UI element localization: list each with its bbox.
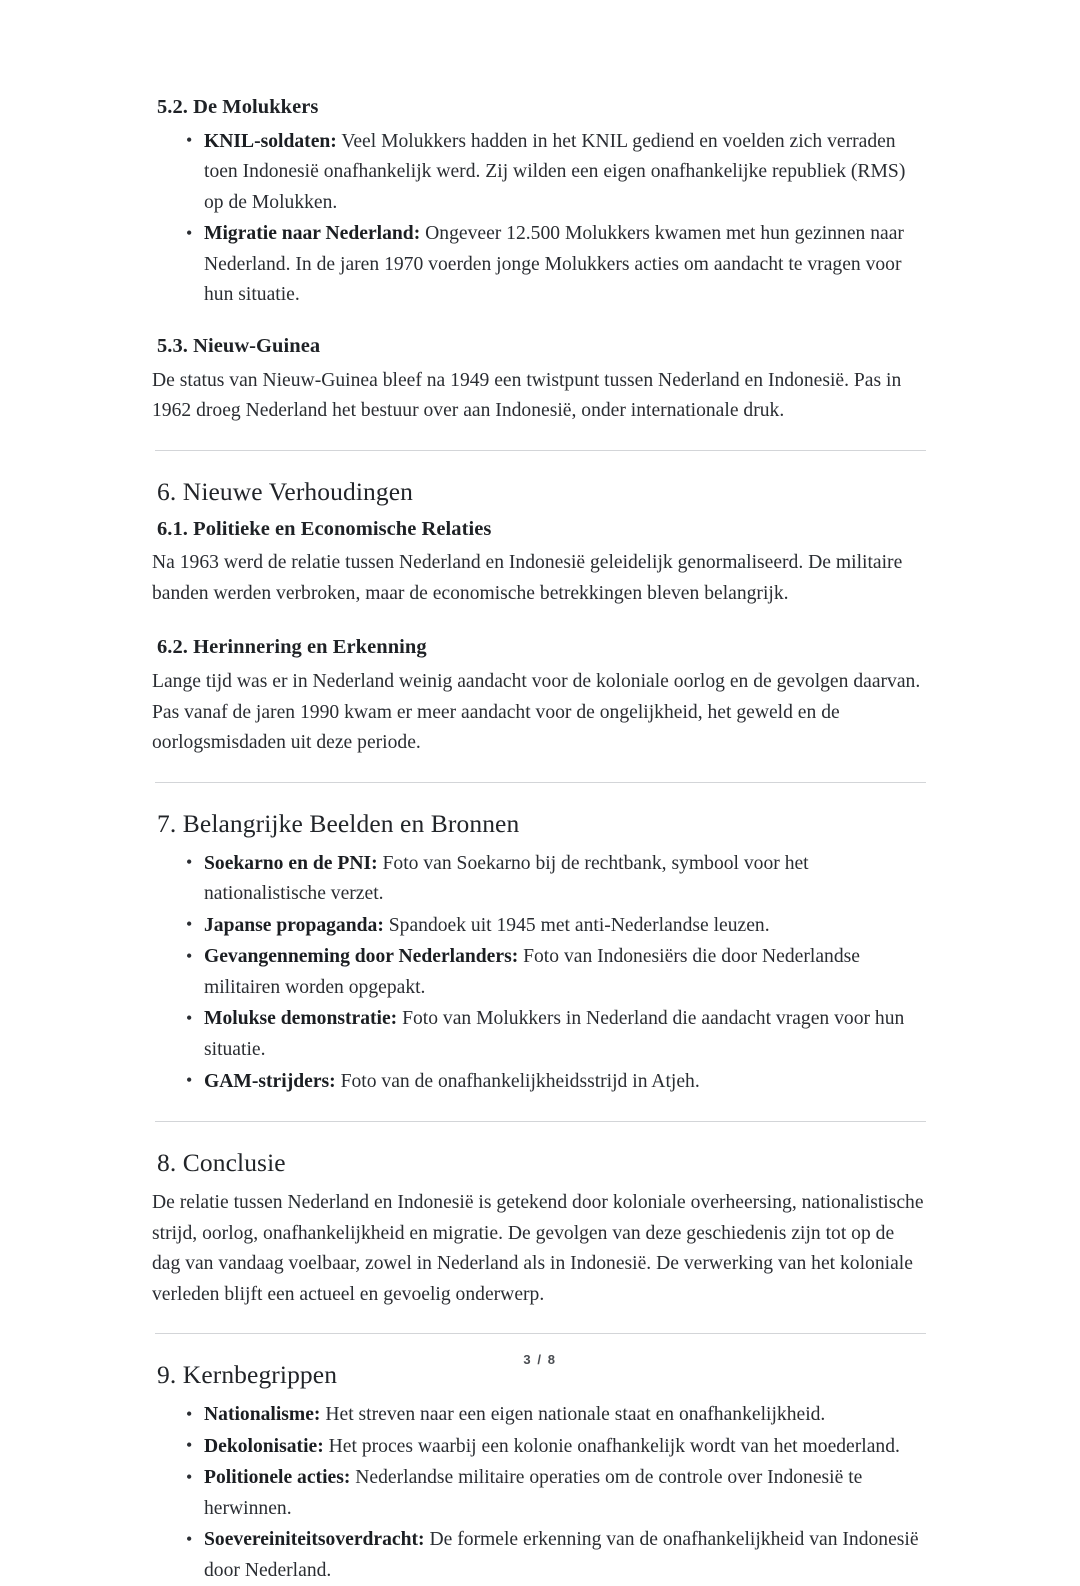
list-item-text: Het proces waarbij een kolonie onafhankelijk wordt van het moederland. [323, 1435, 900, 1457]
spacer [152, 451, 927, 476]
page-number: 3 / 8 [523, 1352, 557, 1367]
list-item [204, 1067, 927, 1098]
list-item [204, 1463, 927, 1524]
list-item-term: Soevereiniteitsoverdracht: [204, 1529, 425, 1551]
list-item-text: Foto van de onafhankelijkheidsstrijd in Atjeh. [335, 1070, 700, 1092]
list-item-term: Nationalisme: [204, 1404, 321, 1426]
list-item-text: Het streven naar een eigen nationale staat en onafhankelijkheid. [320, 1404, 826, 1426]
list-item-term: Molukse demonstratie: [204, 1008, 398, 1030]
bullet-list-9 [152, 1400, 927, 1586]
list-item-term: Japanse propaganda: [204, 914, 384, 936]
heading-5-3: 5.3. Nieuw-Guinea [157, 335, 321, 357]
list-item-term: GAM-strijders: [204, 1070, 336, 1092]
heading-8: 8. Conclusie [157, 1148, 286, 1178]
list-item-term: Dekolonisatie: [204, 1435, 324, 1457]
list-item [204, 219, 927, 311]
bullet-list-5-2 [152, 127, 927, 311]
heading-9: 9. Kernbegrippen [157, 1360, 338, 1390]
page-footer [0, 1352, 1080, 1367]
spacer [152, 1122, 927, 1147]
spacer [152, 427, 927, 450]
list-item-text: Veel Molukkers hadden in het KNIL gediend en voelden zich verraden toen Indonesië onafhankelijk werd. Zij wilden een eigen onafhankelijke republiek (RMS) op de Molukken. [204, 130, 906, 213]
list-item-text: De formele erkenning van de onafhankelijkheid van Indonesië door Nederland. [204, 1529, 919, 1581]
paragraph-8: De relatie tussen Nederland en Indonesië is getekend door koloniale overheersing, nationalistische strijd, oorlog, onafhankelijkheid en migratie. De gevolgen van deze geschiedenis zijn tot op de dag van vandaag voelbaar, zowel in Nederland als in Indonesië. De verwerking van het koloniale verleden blijft een actueel en gevoelig onderwerp. [152, 1191, 924, 1305]
list-item [204, 849, 927, 910]
list-item [204, 942, 927, 1003]
list-item-term: Migratie naar Nederland: [204, 223, 421, 245]
heading-5-2: 5.2. De Molukkers [157, 96, 319, 118]
list-item-term: Gevangenneming door Nederlanders: [204, 946, 519, 968]
spacer [152, 759, 927, 782]
list-item [204, 911, 927, 942]
list-item [204, 1525, 927, 1586]
list-item-text: Foto van Molukkers in Nederland die aandacht vragen voor hun situatie. [204, 1008, 905, 1060]
list-item-term: KNIL-soldaten: [204, 130, 337, 152]
list-item-text: Foto van Indonesiërs die door Nederlandse militairen worden opgepakt. [204, 946, 860, 998]
list-item-text: Ongeveer 12.500 Molukkers kwamen met hun gezinnen naar Nederland. In de jaren 1970 voerden jonge Molukkers acties om aandacht te vragen voor hun situatie. [204, 223, 904, 306]
heading-6-1: 6.1. Politieke en Economische Relaties [157, 517, 492, 540]
heading-6: 6. Nieuwe Verhoudingen [157, 476, 413, 506]
spacer [152, 609, 927, 635]
spacer [152, 1310, 927, 1333]
spacer [152, 1098, 927, 1121]
bullet-list-7 [152, 849, 927, 1098]
list-item-text: Spandoek uit 1945 met anti-Nederlandse leuzen. [383, 914, 770, 936]
list-item [204, 1400, 927, 1431]
paragraph-6-1: Na 1963 werd de relatie tussen Nederland en Indonesië geleidelijk genormaliseerd. De militaire banden werden verbroken, maar de economische betrekkingen bleven belangrijk. [152, 552, 903, 604]
paragraph-5-3: De status van Nieuw-Guinea bleef na 1949 een twistpunt tussen Nederland en Indonesië. Pas in 1962 droeg Nederland het bestuur over aan Indonesië, onder internationale druk. [152, 369, 902, 422]
list-item-text: Foto van Soekarno bij de rechtbank, symbool voor het nationalistische verzet. [204, 852, 809, 905]
list-item [204, 1004, 927, 1065]
list-item-term: Soekarno en de PNI: [204, 852, 378, 874]
heading-7: 7. Belangrijke Beelden en Bronnen [157, 808, 520, 838]
list-item [204, 1432, 927, 1463]
spacer [152, 783, 927, 808]
spacer [152, 312, 927, 334]
list-item-text: Nederlandse militaire operaties om de controle over Indonesië te herwinnen. [204, 1467, 863, 1519]
heading-6-2: 6.2. Herinnering en Erkenning [157, 636, 427, 659]
list-item [204, 127, 927, 219]
paragraph-6-2: Lange tijd was er in Nederland weinig aandacht voor de koloniale oorlog en de gevolgen daarvan. Pas vanaf de jaren 1990 kwam er meer aandacht voor de ongelijkheid, het geweld en de oorlogsmisdaden uit deze periode. [152, 671, 921, 754]
list-item-term: Politionele acties: [204, 1467, 351, 1489]
